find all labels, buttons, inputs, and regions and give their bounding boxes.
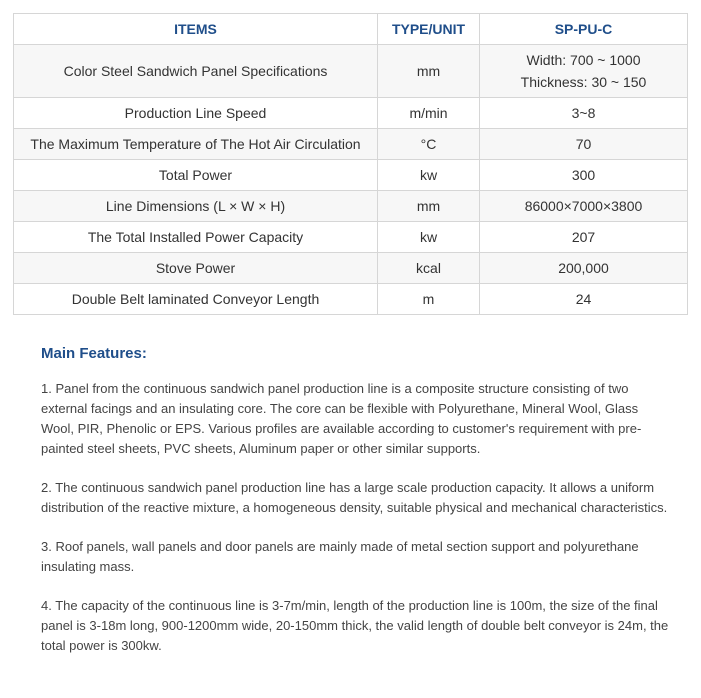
header-type-unit: TYPE/UNIT [378,14,480,45]
table-row [14,160,688,191]
feature-paragraph-1: 1. Panel from the continuous sandwich panel production line is a composite structure consisting of two external facings and an insulating core. The core can be flexible with Polyurethane, Mineral Wool, Glass Wool, PIR, Phenolic or EPS. Various profiles are available according to customer's requirement with pre-painted steel sheets, PVC sheets, Aluminum paper or other similar supports. [41,381,642,456]
table-row [14,284,688,315]
specifications-table [13,13,688,315]
row-unit: kw [378,160,480,191]
row-unit: mm [378,45,480,98]
row-value-width: Width: 700 ~ 1000 [526,52,641,68]
header-model: SP-PU-C [480,14,688,45]
table-row [14,45,688,98]
row-unit: mm [378,191,480,222]
row-unit: m [378,284,480,315]
table-row [14,253,688,284]
row-value: 200,000 [480,253,688,284]
row-item: Production Line Speed [14,98,378,129]
features-title: Main Features: [41,345,147,362]
row-item: Line Dimensions (L × W × H) [14,191,378,222]
row-unit: kcal [378,253,480,284]
row-unit: kw [378,222,480,253]
row-value: 86000×7000×3800 [480,191,688,222]
row-value: 70 [480,129,688,160]
feature-paragraph-3: 3. Roof panels, wall panels and door panels are mainly made of metal section support and polyurethane insulating mass. [41,539,639,574]
row-value: 300 [480,160,688,191]
row-item: Total Power [14,160,378,191]
table-header-row [14,14,688,45]
header-items: ITEMS [14,14,378,45]
row-item: Double Belt laminated Conveyor Length [14,284,378,315]
row-value-thickness: Thickness: 30 ~ 150 [520,74,647,90]
main-features-section [41,345,671,675]
row-unit: °C [378,129,480,160]
table-row [14,191,688,222]
table-row [14,129,688,160]
row-item: Stove Power [14,253,378,284]
row-item: Color Steel Sandwich Panel Specifications [14,45,378,98]
row-value [480,45,688,98]
row-item: The Total Installed Power Capacity [14,222,378,253]
row-value: 207 [480,222,688,253]
feature-paragraph-4: 4. The capacity of the continuous line is 3-7m/min, length of the production line is 100m, the size of the final panel is 3-18m long, 900-1200mm wide, 20-150mm thick, the valid length of double belt conveyor is 24m, the total power is 300kw. [41,598,669,653]
row-unit: m/min [378,98,480,129]
row-value: 3~8 [480,98,688,129]
table-row [14,98,688,129]
row-item: The Maximum Temperature of The Hot Air Circulation [14,129,378,160]
row-value: 24 [480,284,688,315]
feature-paragraph-2: 2. The continuous sandwich panel production line has a large scale production capacity. It allows a uniform distribution of the reactive mixture, a homogeneous density, suitable physical and mechanical characteristics. [41,480,668,515]
table-row [14,222,688,253]
